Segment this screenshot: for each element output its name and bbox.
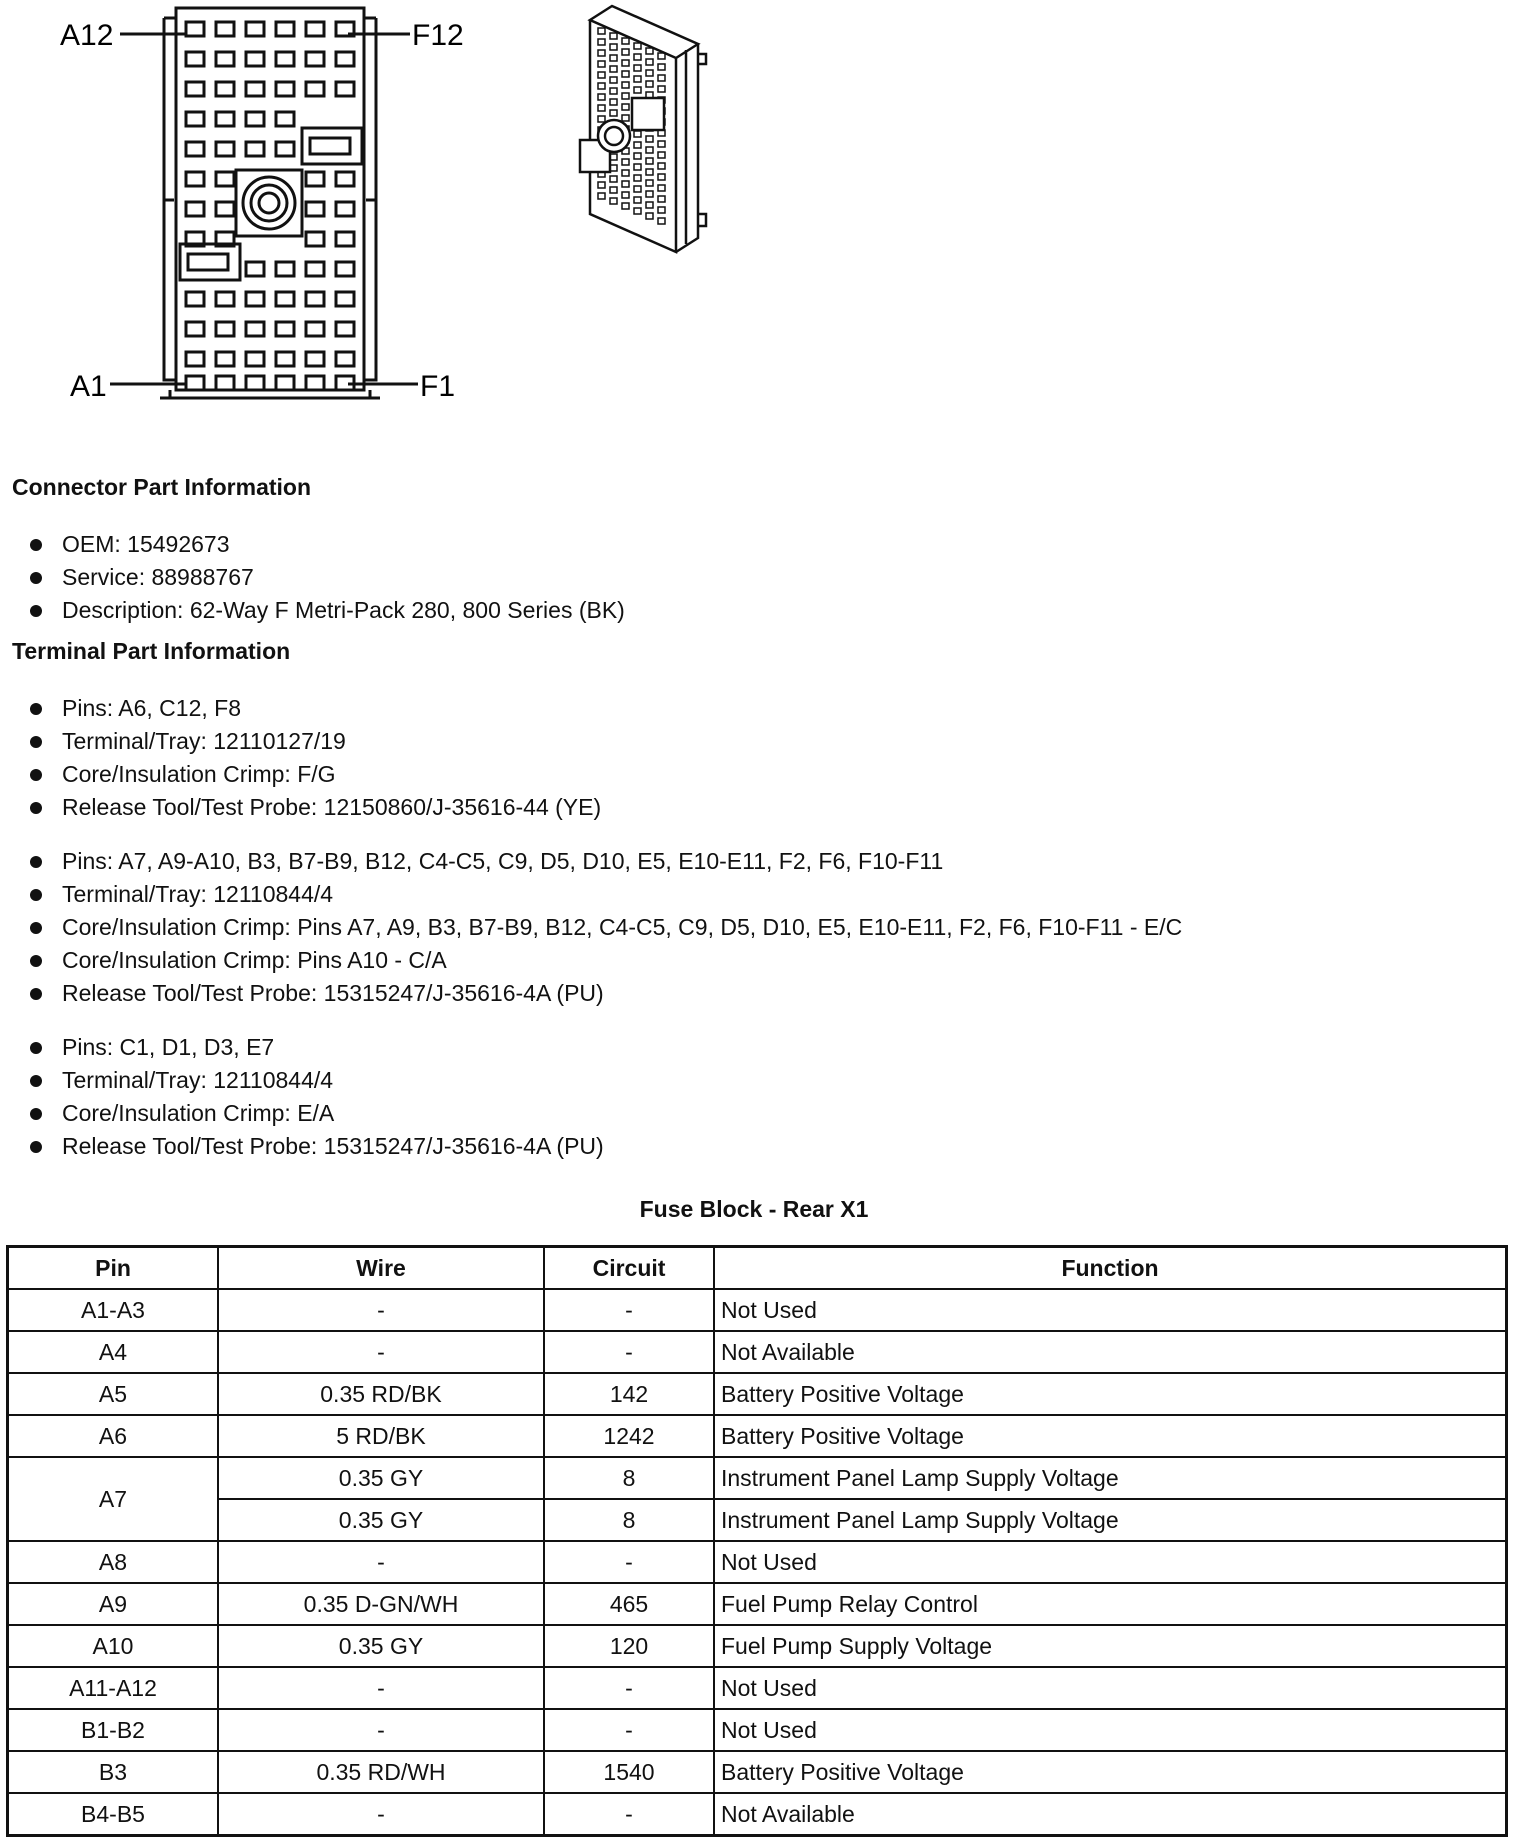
pin-cavity (246, 142, 264, 156)
pin-cavity (276, 22, 294, 36)
table-row (8, 1289, 1507, 1331)
pin-cavity (216, 112, 234, 126)
isometric-pin-cavity (658, 185, 665, 191)
pin-cavity (276, 82, 294, 96)
pin-grid (186, 22, 354, 390)
pin-cavity (306, 202, 324, 216)
pin-cavity (276, 292, 294, 306)
isometric-pin-cavity (646, 70, 653, 76)
isometric-pin-cavity (610, 44, 617, 50)
isometric-pin-cavity (646, 169, 653, 175)
isometric-pin-cavity (598, 94, 605, 100)
pin-cavity (306, 376, 324, 390)
cell-circuit: - (544, 1709, 714, 1751)
isometric-pin-cavity (646, 213, 653, 219)
table-row (8, 1583, 1507, 1625)
connector-diagram (0, 0, 760, 420)
pin-cavity (216, 52, 234, 66)
terminal-group-3 (30, 1031, 604, 1163)
header-pin: Pin (8, 1247, 219, 1290)
table-row (8, 1751, 1507, 1793)
pin-cavity (336, 82, 354, 96)
pin-cavity (276, 142, 294, 156)
pin-cavity (216, 352, 234, 366)
label-a12: A12 (60, 19, 114, 52)
table-row (8, 1625, 1507, 1667)
cell-wire: 5 RD/BK (218, 1415, 544, 1457)
isometric-pin-cavity (622, 115, 629, 121)
cell-circuit: 465 (544, 1583, 714, 1625)
list-item: Release Tool/Test Probe: 12150860/J-35616-44 (YE) (30, 791, 601, 824)
cell-wire: - (218, 1289, 544, 1331)
isometric-pin-cavity (598, 61, 605, 67)
pin-cavity (276, 322, 294, 336)
pin-cavity (246, 52, 264, 66)
pin-cavity (216, 322, 234, 336)
list-item: Core/Insulation Crimp: Pins A10 - C/A (30, 944, 1182, 977)
pin-cavity (276, 376, 294, 390)
pin-cavity (306, 232, 324, 246)
isometric-pin-cavity (622, 93, 629, 99)
isometric-pin-cavity (646, 81, 653, 87)
cell-pin: A5 (8, 1373, 219, 1415)
isometric-pin-cavity (598, 28, 605, 34)
isometric-pin-cavity (598, 116, 605, 122)
isometric-pin-cavity (646, 48, 653, 54)
isometric-pin-cavity (634, 153, 641, 159)
pin-cavity (216, 142, 234, 156)
pin-cavity (336, 322, 354, 336)
cell-wire: - (218, 1667, 544, 1709)
pin-cavity (186, 82, 204, 96)
pin-cavity (306, 52, 324, 66)
pin-cavity (246, 376, 264, 390)
list-item: Terminal/Tray: 12110127/19 (30, 725, 601, 758)
label-f12: F12 (412, 19, 464, 52)
terminal-group-1 (30, 692, 601, 824)
cell-wire: 0.35 GY (218, 1457, 544, 1499)
connector-part-info-list (30, 528, 625, 627)
isometric-pin-cavity (646, 59, 653, 65)
pin-cavity (336, 202, 354, 216)
isometric-pin-cavity (634, 164, 641, 170)
isometric-pin-cavity (598, 83, 605, 89)
isometric-pin-cavity (622, 60, 629, 66)
connector-isometric-view (580, 6, 706, 252)
table-row (8, 1499, 1507, 1541)
cell-function: Not Used (714, 1541, 1507, 1583)
table-row (8, 1331, 1507, 1373)
pin-cavity (216, 202, 234, 216)
pin-cavity (336, 172, 354, 186)
isometric-pin-cavity (610, 99, 617, 105)
table-row (8, 1415, 1507, 1457)
isometric-pin-cavity (646, 191, 653, 197)
cell-function: Not Available (714, 1331, 1507, 1373)
pin-cavity (306, 22, 324, 36)
pin-cavity (306, 292, 324, 306)
cell-wire: 0.35 RD/WH (218, 1751, 544, 1793)
pin-cavity (306, 172, 324, 186)
isometric-pin-cavity (634, 76, 641, 82)
cell-function: Not Used (714, 1667, 1507, 1709)
pin-cavity (306, 262, 324, 276)
cell-circuit: - (544, 1331, 714, 1373)
list-item: Core/Insulation Crimp: E/A (30, 1097, 604, 1130)
list-item: Description: 62-Way F Metri-Pack 280, 800 Series (BK) (30, 594, 625, 627)
cell-wire: 0.35 D-GN/WH (218, 1583, 544, 1625)
isometric-pin-cavity (610, 55, 617, 61)
cell-wire: - (218, 1709, 544, 1751)
isometric-pin-cavity (658, 174, 665, 180)
isometric-pin-cavity (634, 175, 641, 181)
isometric-pin-cavity (634, 142, 641, 148)
cell-function: Fuel Pump Supply Voltage (714, 1625, 1507, 1667)
pin-cavity (186, 172, 204, 186)
cell-pin: B1-B2 (8, 1709, 219, 1751)
pin-cavity (186, 352, 204, 366)
pinout-table (6, 1245, 1508, 1837)
cell-function: Not Available (714, 1793, 1507, 1836)
isometric-pin-cavity (610, 77, 617, 83)
pin-cavity (276, 262, 294, 276)
cell-circuit: - (544, 1289, 714, 1331)
header-function: Function (714, 1247, 1507, 1290)
cell-function: Instrument Panel Lamp Supply Voltage (714, 1457, 1507, 1499)
cell-pin: A1-A3 (8, 1289, 219, 1331)
isometric-pin-cavity (598, 50, 605, 56)
cell-circuit: 8 (544, 1457, 714, 1499)
pin-cavity (306, 322, 324, 336)
cell-circuit: 1242 (544, 1415, 714, 1457)
pin-cavity (216, 22, 234, 36)
isometric-pin-cavity (646, 147, 653, 153)
pin-cavity (186, 292, 204, 306)
pin-cavity (276, 112, 294, 126)
pin-cavity (186, 52, 204, 66)
cell-wire: 0.35 GY (218, 1499, 544, 1541)
isometric-pin-cavity (610, 66, 617, 72)
isometric-pin-cavity (598, 105, 605, 111)
isometric-pin-cavity (658, 163, 665, 169)
cell-pin: B4-B5 (8, 1793, 219, 1836)
header-wire: Wire (218, 1247, 544, 1290)
list-item: Pins: C1, D1, D3, E7 (30, 1031, 604, 1064)
cell-pin: A7 (8, 1457, 219, 1541)
cell-wire: - (218, 1331, 544, 1373)
isometric-pin-cavity (598, 182, 605, 188)
cell-pin: A4 (8, 1331, 219, 1373)
pin-cavity (186, 142, 204, 156)
cell-circuit: - (544, 1793, 714, 1836)
pin-cavity (246, 82, 264, 96)
isometric-pin-cavity (622, 38, 629, 44)
pin-cavity (216, 376, 234, 390)
pin-cavity (186, 322, 204, 336)
isometric-pin-cavity (634, 208, 641, 214)
cell-function: Instrument Panel Lamp Supply Voltage (714, 1499, 1507, 1541)
pin-cavity (246, 112, 264, 126)
isometric-pin-cavity (658, 152, 665, 158)
isometric-pin-cavity (610, 198, 617, 204)
isometric-pin-cavity (610, 110, 617, 116)
pin-cavity (186, 112, 204, 126)
table-row (8, 1793, 1507, 1836)
pin-cavity (246, 292, 264, 306)
terminal-group-2 (30, 845, 1182, 1010)
isometric-pin-cavity (634, 186, 641, 192)
pin-cavity (276, 352, 294, 366)
isometric-pin-cavity (658, 141, 665, 147)
list-item: Pins: A7, A9-A10, B3, B7-B9, B12, C4-C5, C9, D5, D10, E5, E10-E11, F2, F6, F10-F11 (30, 845, 1182, 878)
isometric-pin-cavity (598, 193, 605, 199)
cell-function: Not Used (714, 1289, 1507, 1331)
pin-cavity (336, 52, 354, 66)
pin-cavity (186, 202, 204, 216)
table-header-row (8, 1247, 1507, 1290)
pin-cavity (216, 292, 234, 306)
cell-circuit: - (544, 1667, 714, 1709)
isometric-pin-cavity (658, 75, 665, 81)
pin-cavity (276, 52, 294, 66)
cell-circuit: 142 (544, 1373, 714, 1415)
cell-pin: A6 (8, 1415, 219, 1457)
cell-function: Battery Positive Voltage (714, 1751, 1507, 1793)
isometric-pin-cavity (634, 87, 641, 93)
isometric-pin-cavity (622, 104, 629, 110)
pin-cavity (246, 262, 264, 276)
cell-pin: A9 (8, 1583, 219, 1625)
pin-cavity (186, 376, 204, 390)
isometric-pin-cavity (634, 54, 641, 60)
cell-circuit: 8 (544, 1499, 714, 1541)
table-caption: Fuse Block - Rear X1 (639, 1196, 869, 1222)
isometric-pin-cavity (646, 202, 653, 208)
list-item: Terminal/Tray: 12110844/4 (30, 878, 1182, 911)
list-item: Core/Insulation Crimp: F/G (30, 758, 601, 791)
table-row (8, 1373, 1507, 1415)
cell-pin: A10 (8, 1625, 219, 1667)
label-a1: A1 (70, 370, 107, 403)
isometric-pin-cavity (634, 197, 641, 203)
isometric-pin-cavity (646, 136, 653, 142)
connector-part-info-title: Connector Part Information (12, 474, 312, 500)
isometric-pin-cavity (634, 43, 641, 49)
table-row (8, 1541, 1507, 1583)
isometric-pin-cavity (622, 203, 629, 209)
pin-cavity (306, 82, 324, 96)
cell-circuit: - (544, 1541, 714, 1583)
pin-cavity (216, 82, 234, 96)
isometric-pin-cavity (622, 159, 629, 165)
cell-function: Battery Positive Voltage (714, 1373, 1507, 1415)
list-item: Release Tool/Test Probe: 15315247/J-35616-4A (PU) (30, 977, 1182, 1010)
cell-pin: B3 (8, 1751, 219, 1793)
isometric-pin-cavity (646, 158, 653, 164)
isometric-pin-cavity (622, 192, 629, 198)
pin-cavity (246, 322, 264, 336)
isometric-pin-cavity (658, 196, 665, 202)
cell-wire: 0.35 RD/BK (218, 1373, 544, 1415)
header-circuit: Circuit (544, 1247, 714, 1290)
list-item: Terminal/Tray: 12110844/4 (30, 1064, 604, 1097)
cell-function: Fuel Pump Relay Control (714, 1583, 1507, 1625)
pin-cavity (246, 22, 264, 36)
isometric-pin-cavity (634, 65, 641, 71)
list-item: Pins: A6, C12, F8 (30, 692, 601, 725)
cell-function: Not Used (714, 1709, 1507, 1751)
cell-wire: 0.35 GY (218, 1625, 544, 1667)
cell-circuit: 120 (544, 1625, 714, 1667)
isometric-pin-cavity (610, 33, 617, 39)
isometric-pin-cavity (610, 88, 617, 94)
pin-cavity (306, 352, 324, 366)
pin-cavity (336, 292, 354, 306)
terminal-part-info-title: Terminal Part Information (12, 638, 291, 664)
isometric-pin-cavity (658, 207, 665, 213)
isometric-pin-cavity (646, 180, 653, 186)
pin-cavity (216, 172, 234, 186)
isometric-pin-cavity (658, 218, 665, 224)
isometric-pin-cavity (622, 82, 629, 88)
isometric-pin-cavity (658, 64, 665, 70)
cell-pin: A11-A12 (8, 1667, 219, 1709)
list-item: Service: 88988767 (30, 561, 625, 594)
pin-cavity (336, 352, 354, 366)
cell-circuit: 1540 (544, 1751, 714, 1793)
table-row (8, 1709, 1507, 1751)
list-item: Core/Insulation Crimp: Pins A7, A9, B3, B7-B9, B12, C4-C5, C9, D5, D10, E5, E10-E11, F2, F6, F10-F11 - E/C (30, 911, 1182, 944)
table-row (8, 1667, 1507, 1709)
list-item: Release Tool/Test Probe: 15315247/J-35616-4A (PU) (30, 1130, 604, 1163)
isometric-pin-cavity (598, 72, 605, 78)
cell-wire: - (218, 1793, 544, 1836)
cell-pin: A8 (8, 1541, 219, 1583)
pin-cavity (336, 262, 354, 276)
isometric-pin-cavity (658, 86, 665, 92)
isometric-pin-cavity (634, 131, 641, 137)
isometric-pin-cavity (622, 170, 629, 176)
isometric-pin-cavity (622, 49, 629, 55)
isometric-pin-cavity (598, 39, 605, 45)
isometric-pin-cavity (622, 181, 629, 187)
pin-cavity (336, 232, 354, 246)
pin-cavity (186, 22, 204, 36)
isometric-pin-cavity (610, 176, 617, 182)
isometric-pin-cavity (610, 187, 617, 193)
list-item: OEM: 15492673 (30, 528, 625, 561)
connector-features (164, 128, 376, 280)
cell-function: Battery Positive Voltage (714, 1415, 1507, 1457)
pin-cavity (246, 352, 264, 366)
isometric-pin-cavity (622, 71, 629, 77)
cell-wire: - (218, 1541, 544, 1583)
label-f1: F1 (420, 370, 456, 403)
table-row (8, 1457, 1507, 1499)
